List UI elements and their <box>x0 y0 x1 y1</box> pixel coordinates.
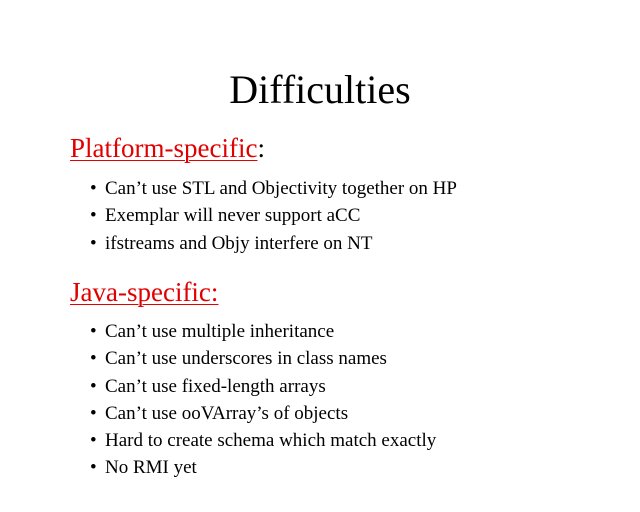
section-heading-platform <box>70 132 265 164</box>
list-item-text: No RMI yet <box>105 457 197 479</box>
java-bullet-list <box>90 318 436 482</box>
bullet-icon: • <box>90 321 97 342</box>
list-item <box>90 345 436 372</box>
list-item <box>90 427 436 454</box>
bullet-icon: • <box>90 430 97 452</box>
bullet-icon: • <box>90 178 97 199</box>
list-item-text: Can’t use multiple inheritance <box>105 321 335 342</box>
bullet-icon: • <box>90 348 97 370</box>
list-item <box>90 400 436 427</box>
list-item <box>90 373 436 400</box>
slide-title: Difficulties <box>229 67 411 112</box>
list-item <box>90 454 436 481</box>
platform-bullet-list <box>90 175 457 257</box>
list-item-text: Can’t use STL and Objectivity together on HP <box>105 178 457 199</box>
list-item <box>90 202 457 229</box>
list-item <box>90 230 457 257</box>
bullet-icon: • <box>90 402 97 424</box>
list-item <box>90 318 436 345</box>
list-item-text: Hard to create schema which match exactly <box>105 430 437 452</box>
bullet-icon: • <box>90 375 97 397</box>
list-item-text: Can’t use underscores in class names <box>105 348 387 370</box>
list-item-text: ifstreams and Objy interfere on NT <box>105 232 373 254</box>
section-heading-platform-suffix: : <box>257 133 265 163</box>
list-item-text: Can’t use fixed-length arrays <box>105 375 326 397</box>
section-heading-java <box>70 276 218 308</box>
section-heading-java-label: Java-specific: <box>70 277 219 307</box>
section-heading-platform-label: Platform-specific <box>70 133 258 163</box>
bullet-icon: • <box>90 232 97 254</box>
list-item-text: Can’t use ooVArray’s of objects <box>105 402 349 424</box>
list-item <box>90 175 457 202</box>
bullet-icon: • <box>90 205 97 227</box>
list-item-text: Exemplar will never support aCC <box>105 205 361 227</box>
bullet-icon: • <box>90 457 97 479</box>
